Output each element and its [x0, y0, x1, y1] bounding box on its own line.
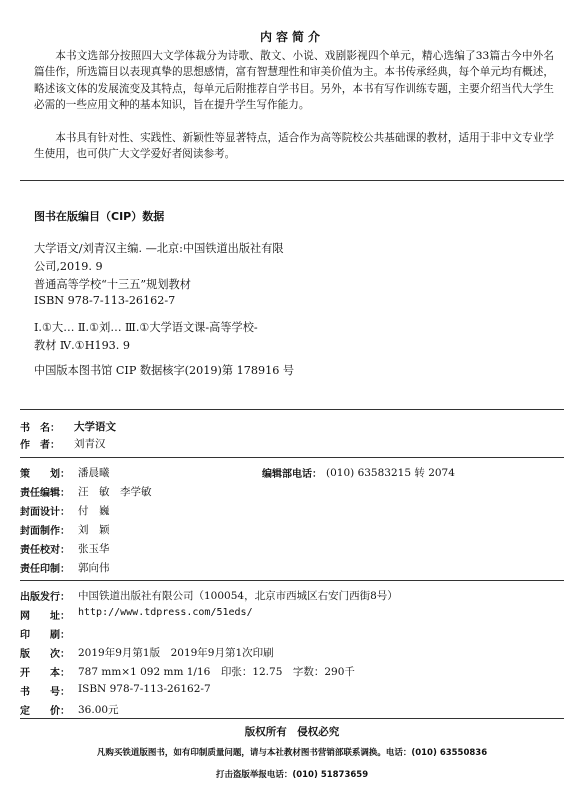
- publication-value: ISBN 978-7-113-26162-7: [78, 683, 211, 695]
- cip-line-5: Ⅰ.①大… Ⅱ.①刘… Ⅲ.①大学语文课-高等学校-: [34, 321, 258, 334]
- book-author-value: 刘青汉: [74, 438, 106, 450]
- publication-row: [20, 702, 560, 716]
- staff-label: 责任校对：: [20, 545, 70, 556]
- publication-row: [20, 588, 560, 602]
- cip-line-6: 教材 Ⅳ.①H193. 9: [34, 339, 131, 352]
- cip-core-number: 中国版本图书馆 CIP 数据核字(2019)第 178916 号: [34, 364, 295, 377]
- book-author-label: 作 者：: [20, 440, 60, 451]
- divider-book: [20, 457, 564, 458]
- publication-row: [20, 607, 560, 621]
- publication-label: 网 址：: [20, 611, 70, 622]
- footer-piracy-report: 打击盗版举报电话：(010) 51873659: [215, 770, 369, 780]
- publication-value: 2019年9月第1版 2019年9月第1次印刷: [78, 647, 274, 659]
- book-author-row: [20, 436, 560, 450]
- footer-quality-notice: 凡购买铁道版图书，如有印制质量问题，请与本社教材图书营销部联系调换。电话：(010) 63550836: [96, 748, 488, 758]
- publication-row: [20, 626, 560, 640]
- publication-label: 书 号：: [20, 687, 70, 698]
- staff-label: 责任编辑：: [20, 488, 70, 499]
- staff-label: 责任印制：: [20, 564, 70, 575]
- copyright-title: 版权所有 侵权必究: [244, 726, 340, 738]
- staff-row: [20, 522, 560, 536]
- intro-paragraph-1: 本书文选部分按照四大文学体裁分为诗歌、散文、小说、戏剧影视四个单元，精心选编了33篇古今中外名篇佳作，所选篇目以表现真挚的思想感情，富有智慧理性和审美价值为主。本书传承经典，每个单元均有概述，略述该文体的发展流变及其特点，每单元后附推荐自学书目。另外，本书有写作训练专题，主要介绍当代大学生必需的一些应用文种的基本知识，旨在提升学生写作能力。: [34, 50, 554, 111]
- cip-line-1: 大学语文/刘青汉主编. —北京:中国铁道出版社有限: [34, 242, 284, 255]
- staff-value: 潘晨曦: [78, 467, 110, 479]
- publication-row: [20, 645, 560, 659]
- staff-label: 封面制作：: [20, 526, 70, 537]
- staff-row: [20, 484, 560, 498]
- staff-value: 郭向伟: [78, 562, 110, 574]
- publication-label: 开 本：: [20, 668, 70, 679]
- divider-cip: [20, 409, 564, 410]
- staff-row: [20, 560, 560, 574]
- publication-label: 印 刷：: [20, 630, 70, 641]
- publication-label: 出版发行：: [20, 592, 70, 603]
- intro-paragraph-2: 本书具有针对性、实践性、新颖性等显著特点，适合作为高等院校公共基础课的教材，适用于非中文专业学生使用，也可供广大文学爱好者阅读参考。: [34, 132, 554, 161]
- staff-value: 刘 颖: [78, 524, 110, 536]
- editorial-phone-value: (010) 63583215 转 2074: [326, 467, 455, 479]
- publication-label: 版 次：: [20, 649, 70, 660]
- staff-value: 付 巍: [78, 505, 110, 517]
- staff-row: [20, 541, 560, 555]
- publication-label: 定 价：: [20, 706, 70, 717]
- book-title-label: 书 名：: [20, 423, 60, 434]
- editorial-phone-label: 编辑部电话：: [262, 469, 322, 480]
- book-title-value: 大学语文: [74, 421, 116, 433]
- staff-row: [20, 503, 560, 517]
- cip-line-3: 普通高等学校“十三五”规划教材: [34, 278, 191, 291]
- book-title-row: [20, 419, 560, 433]
- divider-staff: [20, 580, 564, 581]
- staff-value: 汪 敏 李学敏: [78, 486, 152, 498]
- publication-row: [20, 683, 560, 697]
- publication-row: [20, 664, 560, 678]
- divider-publication: [20, 718, 564, 719]
- intro-title: 内容简介: [259, 30, 324, 44]
- publication-value: 787 mm×1 092 mm 1/16 印张：12.75 字数：290千: [78, 666, 355, 678]
- staff-label: 策 划：: [20, 469, 70, 480]
- staff-row: [20, 465, 560, 479]
- staff-value: 张玉华: [78, 543, 110, 555]
- staff-label: 封面设计：: [20, 507, 70, 518]
- cip-line-4: ISBN 978-7-113-26162-7: [34, 294, 176, 307]
- publication-value: 36.00元: [78, 704, 119, 716]
- divider-top: [20, 180, 564, 181]
- cip-heading: 图书在版编目（CIP）数据: [34, 210, 165, 223]
- publication-value: 中国铁道出版社有限公司（100054，北京市西城区右安门西街8号）: [78, 590, 398, 602]
- cip-line-2: 公司,2019. 9: [34, 260, 103, 273]
- publication-website-link[interactable]: http://www.tdpress.com/51eds/: [78, 607, 253, 618]
